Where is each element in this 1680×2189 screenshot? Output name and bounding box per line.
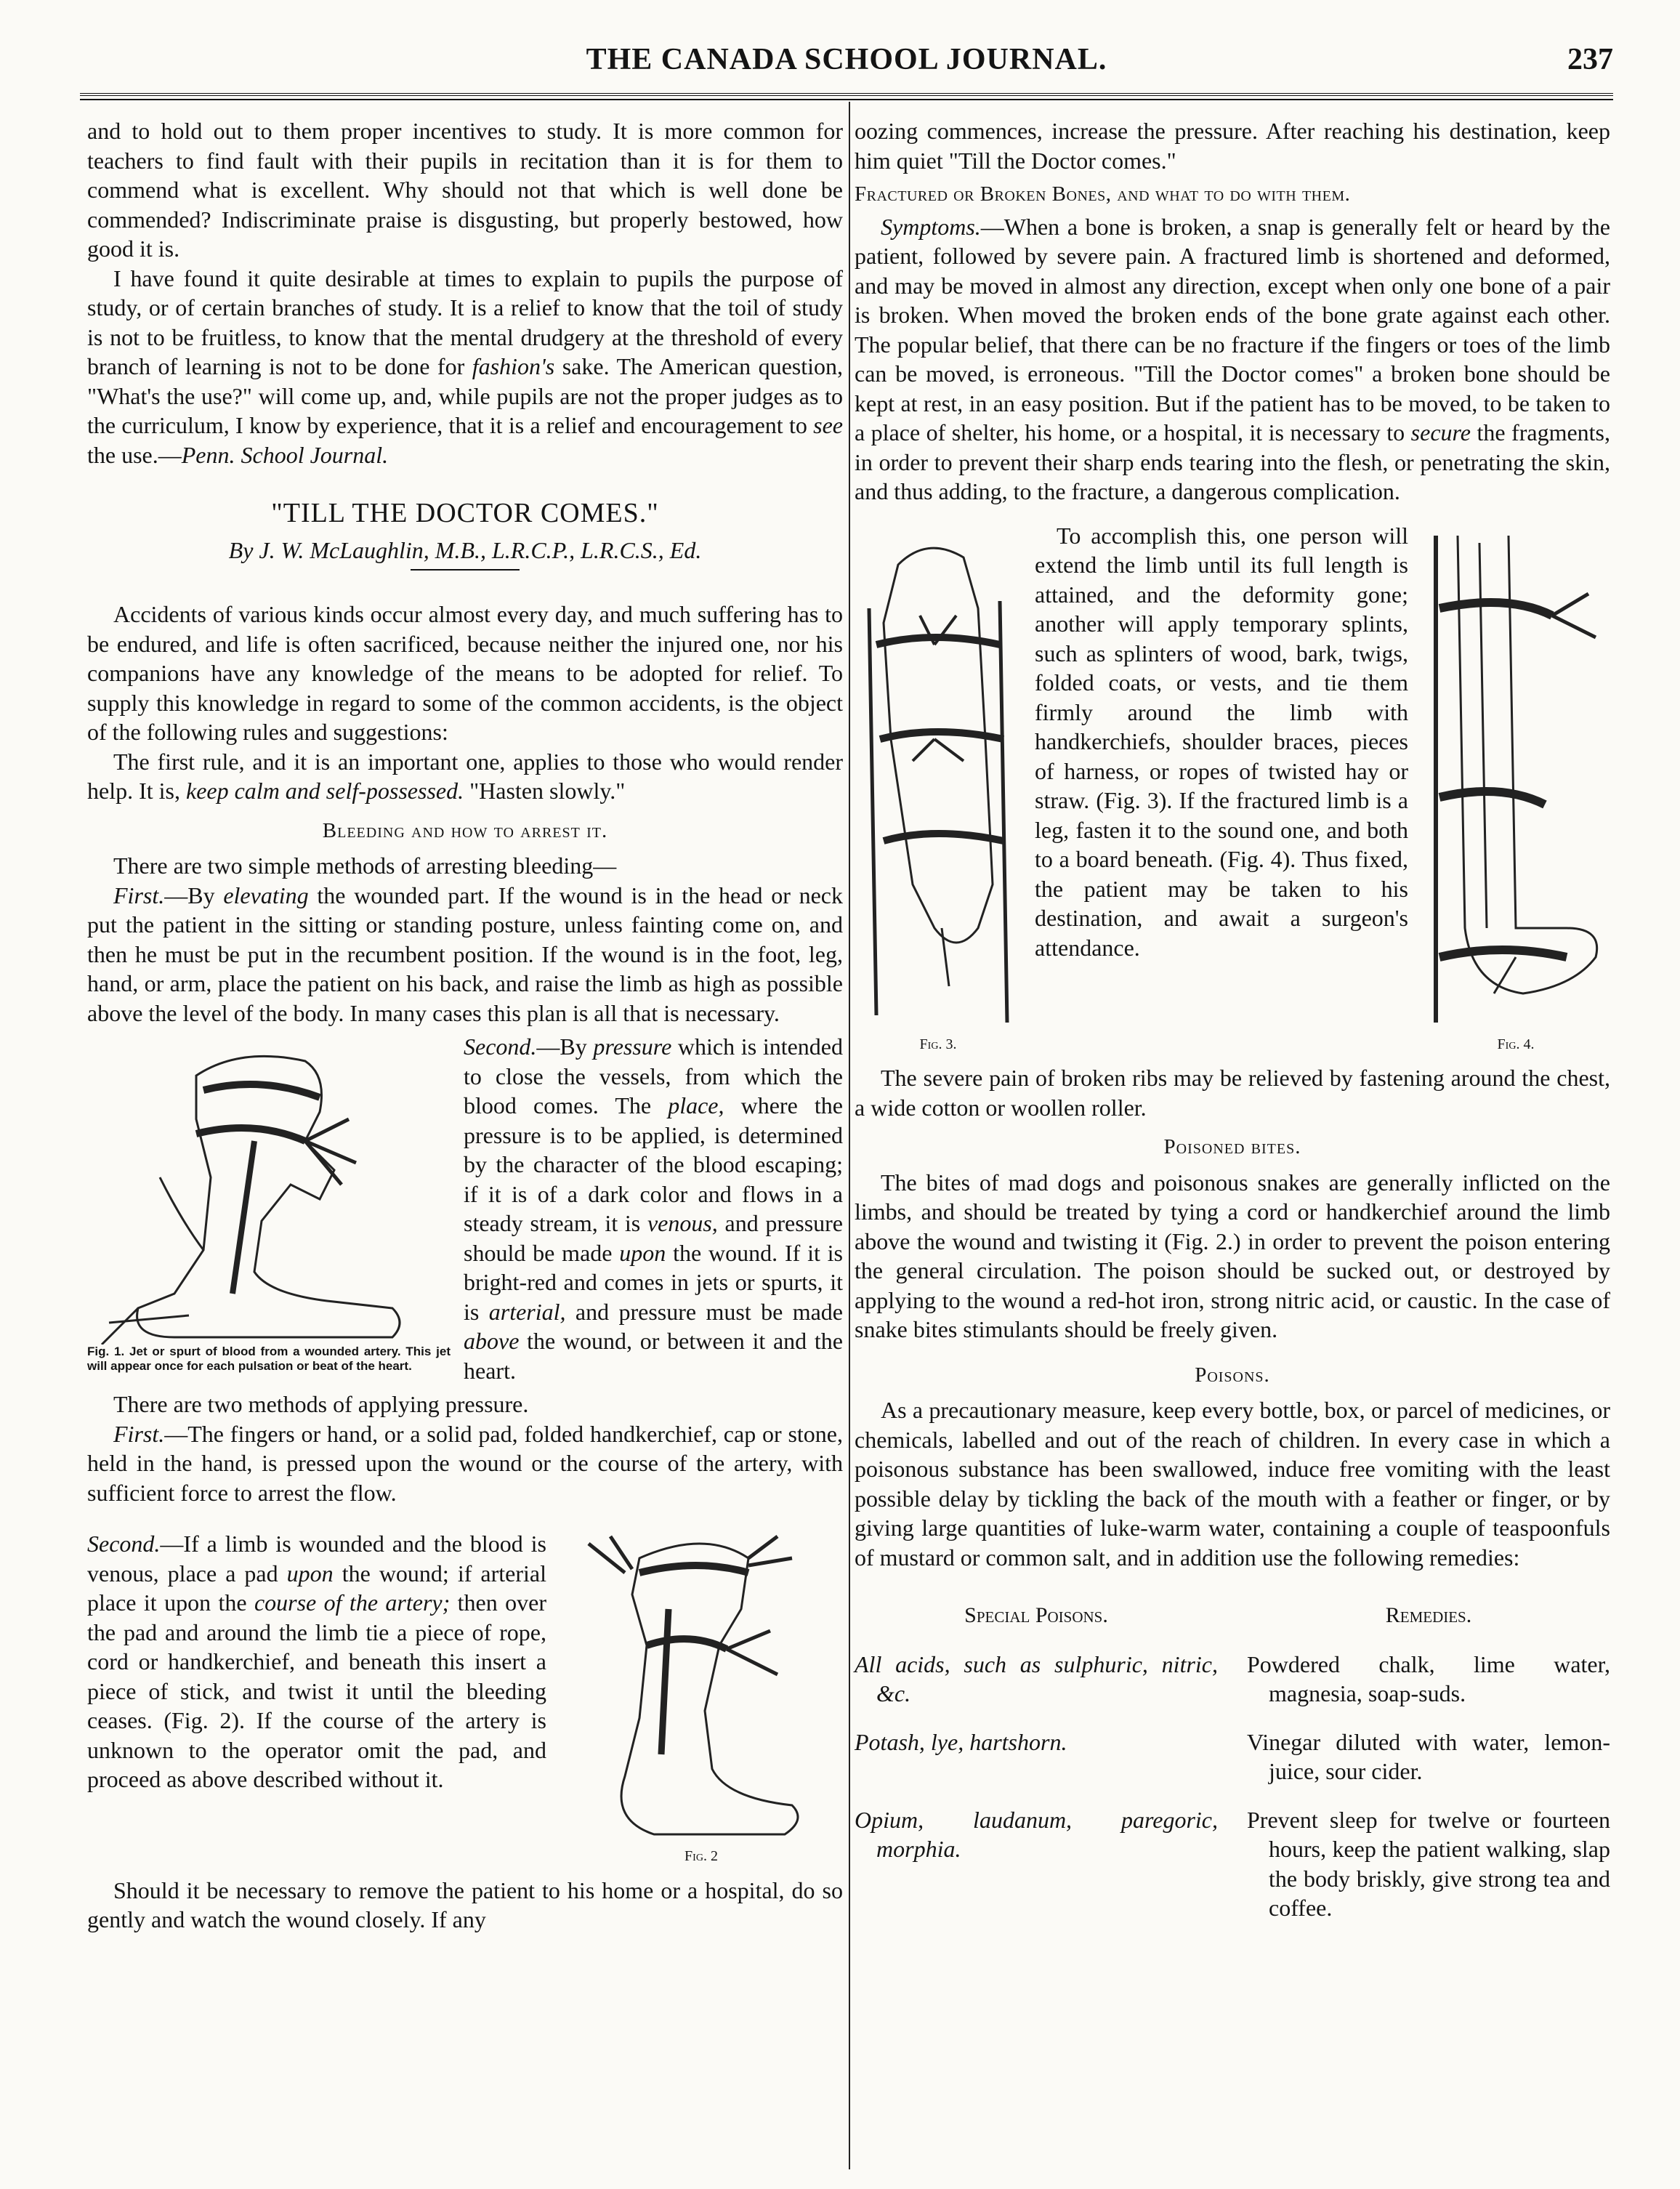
paragraph: There are two simple methods of arresting bleeding— (113, 852, 617, 879)
section-heading: Poisoned bites. (1163, 1135, 1301, 1158)
bandaged-arm-illustration (87, 1032, 451, 1345)
page-header (80, 42, 1613, 83)
poison-cell: Potash, lye, hartshorn. (855, 1728, 1067, 1755)
journal-title: THE CANADA SCHOOL JOURNAL. (586, 43, 1107, 76)
poison-cell: All acids, such as sulphuric, nitric, &c. (855, 1650, 1218, 1706)
page-number: 237 (1567, 43, 1613, 76)
paragraph: I have found it quite desirable at times to explain to pupils the purpose of study, or of certain branches of study. It is a relief to know that the toil of study is not to be fruitless, to know that the mental drudgery at the threshold of every branch of learning is not to be done for fashion's sake. The American question, "What's the use?" will come up, and, while pupils are not the proper judges as to the curriculum, I know by experience, that it is a relief and encouragement to see the use.—Penn. School Journal. (87, 265, 844, 468)
paragraph: Second.—By pressure which is intended to close the vessels, from which the blood comes. The place, where the pressure is to be applied, is determined by the character of the blood escaping; if it is of a dark color and flows in a steady stream, it is venous, and pressure should be made upon the wound. If it is bright-red and comes in jets or spurts, it is arterial, and pressure must be made above the wound, or between it and the heart. (464, 1033, 844, 1384)
poison-cell: Opium, laudanum, paregoric, morphia. (855, 1806, 1218, 1862)
figure-3 (855, 521, 1022, 1060)
section-heading: Poisons. (1195, 1363, 1270, 1387)
figure-1-block (87, 1032, 843, 1385)
header-rule (80, 93, 1613, 100)
column-header-special-poisons: Special Poisons. (964, 1603, 1108, 1627)
title-rule (411, 569, 520, 571)
remedy-cell: Vinegar diluted with water, lemon-juice, sour cider. (1247, 1728, 1610, 1784)
section-heading: Bleeding and how to arrest it. (322, 818, 608, 842)
paragraph: and to hold out to them proper incentives to study. It is more common for teachers to find fault with their pupils in recitation than it is for them to commend what is excellent. Why should not that which is well done be commended? Indiscriminate praise is disgusting, but properly bestowed, how good it is. (87, 118, 843, 262)
figure-2-label: Fig. 2 (684, 1848, 718, 1864)
splinted-arm-illustration (855, 521, 1022, 1030)
figure-2 (560, 1529, 843, 1871)
section-heading: Fractured or Broken Bones, and what to do with them. (855, 182, 1351, 206)
paragraph: First.—By elevating the wounded part. If the wound is in the head or neck put the patient in the sitting or standing posture, unless fainting come on, and then he must be put in the recumbent position. If the wound is in the foot, leg, hand, or arm, place the patient on his back, and raise the limb as high as possible above the level of the body. In many cases this plan is all that is necessary. (87, 882, 844, 1026)
figure-4 (1421, 521, 1610, 1060)
paragraph: Accidents of various kinds occur almost every day, and much suffering has to be endured, and life is often sacrificed, because neither the injured one, nor his companions have any knowledge of the means to be adopted for relief. To supply this knowledge in regard to some of the common accidents, is the object of the following rules and suggestions: (87, 601, 843, 745)
paragraph: To accomplish this, one person will extend the limb until its full length is attained, and the deformity gone; another will apply temporary splints, such as splinters of wood, bark, twigs, folded coats, or vests, and tie them firmly around the limb with handkerchiefs, shoulder braces, pieces of harness, or ropes of twisted hay or straw. (Fig. 3). If the fractured limb is a leg, fasten it to the sound one, and both to a board beneath. (Fig. 4). Thus fixed, the patient may be taken to his destination, and await a surgeon's attendance. (1035, 522, 1408, 961)
remedy-cell: Prevent sleep for twelve or fourteen hours, keep the patient walking, slap the body briskly, give strong tea and coffee. (1247, 1806, 1610, 1921)
column-divider (849, 102, 850, 2169)
remedy-cell: Powdered chalk, lime water, magnesia, soap-suds. (1247, 1650, 1610, 1706)
byline: By J. W. McLaughlin, M.B., L.R.C.P., L.R.C.S., Ed. (228, 536, 702, 563)
splinted-leg-illustration (1421, 521, 1610, 1030)
paragraph: oozing commences, increase the pressure. After reaching his destination, keep him quiet "Till the Doctor comes." (855, 118, 1610, 174)
paragraph: As a precautionary measure, keep every bottle, box, or parcel of medicines, or chemicals, labelled and out of the reach of children. In every case in which a poisonous substance has been swallowed, induce free vomiting with the least possible delay by tickling the back of the mouth with a feather or finger, or by giving large quantities of luke-warm water, containing a couple of teaspoonfuls of mustard or common salt, and in addition use the following remedies: (855, 1397, 1610, 1571)
paragraph: The severe pain of broken ribs may be relieved by fastening around the chest, a wide cotton or woollen roller. (855, 1065, 1610, 1121)
column-header-remedies: Remedies. (1385, 1603, 1472, 1627)
paragraph: There are two methods of applying pressure. (113, 1391, 529, 1417)
paragraph: The first rule, and it is an important one, applies to those who would render help. It is, keep calm and self-possessed. "Hasten slowly." (87, 748, 843, 804)
figure-3-4-block (855, 521, 1610, 1060)
paragraph: The bites of mad dogs and poisonous snakes are generally inflicted on the limbs, and should be treated by tying a cord or handkerchief around the limb above the wound and twisting it (Fig. 2.) in order to prevent the poison entering the general circulation. The poison should be sucked out, or destroyed by applying to the wound a red-hot iron, strong nitric acid, or caustic. In the case of snake bites stimulants should be freely given. (855, 1169, 1610, 1342)
paragraph: First.—The fingers or hand, or a solid pad, folded handkerchief, cap or stone, held in the hand, is pressed upon the wound or the course of the artery, with sufficient force to arrest the flow. (87, 1420, 843, 1506)
figure-1 (87, 1032, 451, 1385)
paragraph: Symptoms.—When a bone is broken, a snap is generally felt or heard by the patient, followed by severe pain. A fractured limb is shortened and deformed, and may be moved in almost any direction, except when only one bone of a pair is broken. When moved the broken ends of the bone grate against each other. The popular belief, that there can be no fracture if the fingers or toes of the limb can be moved, is erroneous. "Till the Doctor comes" a broken bone should be kept at rest, in an easy position. But if the patient has to be moved, to be taken to a place of shelter, his home, or a hospital, it is necessary to secure the fragments, in order to prevent their sharp ends tearing into the flesh, or penetrating the skin, and thus adding, to the fracture, a dangerous complication. (855, 213, 1611, 504)
remedies-table (855, 1601, 1610, 1942)
figure-3-label: Fig. 3. (919, 1036, 957, 1052)
paragraph: Second.—If a limb is wounded and the blood is venous, place a pad upon the wound; if arterial place it upon the course of the artery; then over the pad and around the limb tie a piece of rope, cord or handkerchief, and beneath this insert a piece of stick, and twist it until the bleeding ceases. (Fig. 2). If the course of the artery is unknown to the operator omit the pad, and proceed as above described without it. (87, 1531, 547, 1792)
paragraph: Should it be necessary to remove the patient to his home or a hospital, do so gently and watch the wound closely. If any (87, 1876, 843, 1932)
right-column (855, 116, 1610, 1942)
tourniquet-arm-illustration (560, 1529, 843, 1842)
figure-1-caption: Fig. 1. Jet or spurt of blood from a wounded artery. This jet will appear once for each pulsation or beat of the heart. (87, 1345, 451, 1373)
figure-2-block (87, 1529, 843, 1871)
article-title: "TILL THE DOCTOR COMES." (271, 498, 659, 528)
left-column (87, 116, 843, 1935)
figure-4-label: Fig. 4. (1497, 1036, 1535, 1052)
